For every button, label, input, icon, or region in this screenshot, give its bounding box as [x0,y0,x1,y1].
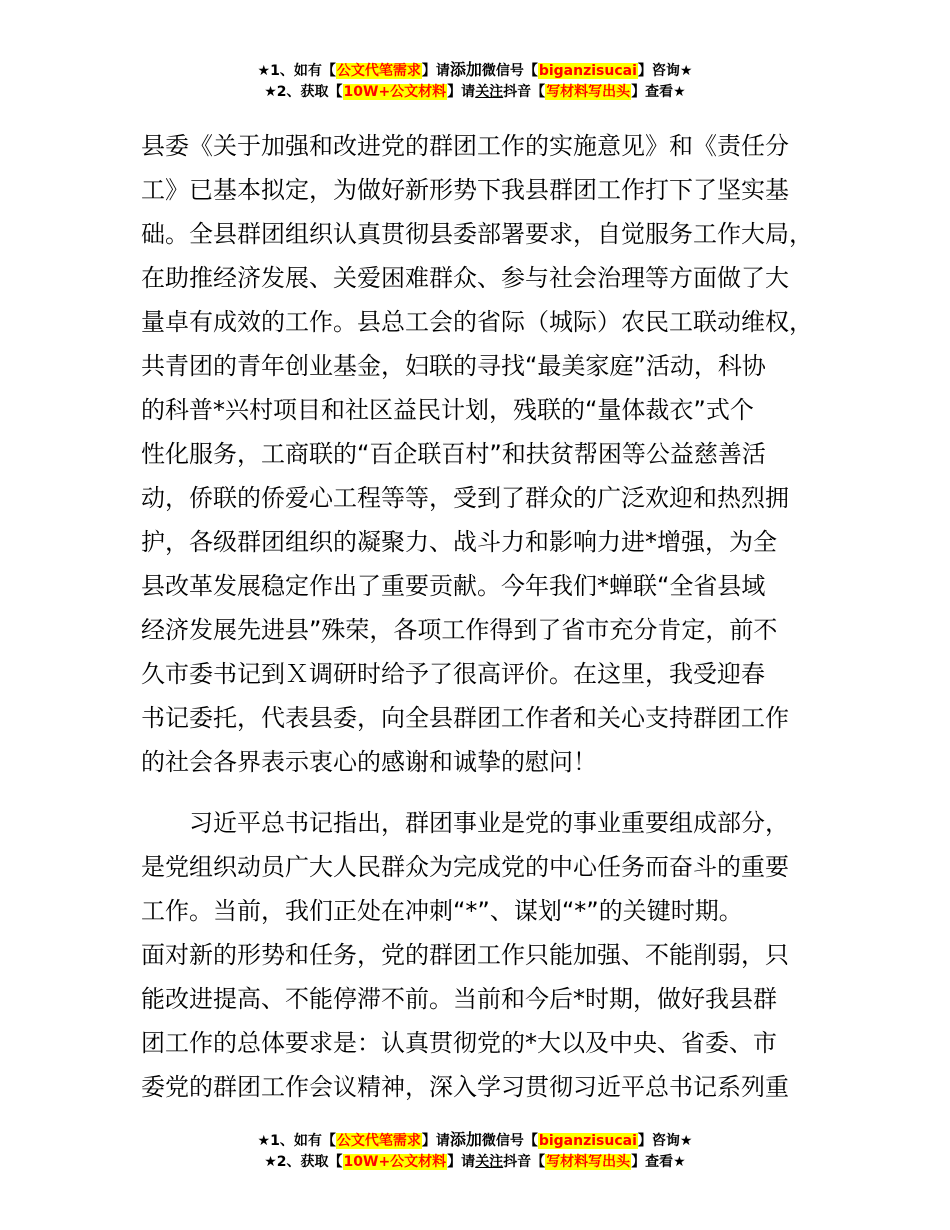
banner-text: 】请 [447,1154,476,1170]
document-body [141,124,841,1109]
banner-text: 抖音【 [503,84,546,100]
banner-text: 】请 [421,63,450,79]
banner-emphasis: 关注 [475,84,504,100]
paragraph-2 [141,801,841,1109]
text-line: 习近平总书记指出，群团事业是党的事业重要组成部分， [189,809,789,837]
footer-banner [0,1129,950,1173]
banner-text: 】请 [447,84,476,100]
banner-text: ★1、如有【 [257,1133,336,1149]
paragraph-spacer [141,784,841,801]
text-line: 面对新的形势和任务，党的群团工作只能加强、不能削弱，只 [141,941,789,969]
banner-emphasis: 添加 [449,60,482,79]
text-line: 工》已基本拟定，为做好新形势下我县群团工作打下了坚实基 [141,176,789,204]
banner-text: 】查看★ [631,1154,686,1170]
banner-highlight-wechat-id: biganzisucai [538,1133,637,1149]
text-line: 工作。当前，我们正处在冲刺“*”、谋划“*”的关键时期。 [141,897,743,925]
banner-text: 微信号【 [481,63,538,79]
text-line: 础。全县群团组织认真贯彻县委部署要求，自觉服务工作大局， [141,220,813,248]
text-line: 委党的群团工作会议精神，深入学习贯彻习近平总书记系列重 [141,1073,789,1101]
banner-line-1 [0,1129,950,1151]
text-line: 是党组织动员广大人民群众为完成党的中心任务而奋斗的重要 [141,853,789,881]
text-line: 团工作的总体要求是：认真贯彻党的*大以及中央、省委、市 [141,1029,777,1057]
text-line: 久市委书记到Ｘ调研时给予了很高评价。在这里，我受迎春 [141,660,765,688]
banner-highlight-materials: 10W+公文材料 [343,1154,447,1170]
banner-text: 】请 [421,1133,450,1149]
banner-highlight-service: 公文代笔需求 [336,1133,421,1149]
header-banner [0,59,950,103]
banner-emphasis: 添加 [449,1130,482,1149]
text-line: 的社会各界表示衷心的感谢和诚挚的慰问！ [141,748,597,776]
text-line: 能改进提高、不能停滞不前。当前和今后*时期，做好我县群 [141,985,777,1013]
text-line: 县委《关于加强和改进党的群团工作的实施意见》和《责任分 [141,132,789,160]
banner-text: ★1、如有【 [257,63,336,79]
banner-text: 抖音【 [503,1154,546,1170]
banner-text: 】查看★ [631,84,686,100]
paragraph-1 [141,124,841,784]
banner-highlight-douyin: 写材料写出头 [546,1154,631,1170]
banner-line-2 [0,81,950,103]
banner-highlight-douyin: 写材料写出头 [546,84,631,100]
text-line: 性化服务，工商联的“百企联百村”和扶贫帮困等公益慈善活 [141,440,766,468]
text-line: 护，各级群团组织的凝聚力、战斗力和影响力进*增强，为全 [141,528,777,556]
banner-line-1 [0,59,950,81]
text-line: 共青团的青年创业基金，妇联的寻找“最美家庭”活动，科协 [141,352,766,380]
banner-emphasis: 关注 [475,1154,504,1170]
banner-text: 微信号【 [481,1133,538,1149]
banner-highlight-wechat-id: biganzisucai [538,63,637,79]
banner-text: 】咨询★ [637,63,693,79]
text-line: 量卓有成效的工作。县总工会的省际（城际）农民工联动维权， [141,308,813,336]
banner-highlight-service: 公文代笔需求 [336,63,421,79]
banner-text: ★2、获取【 [264,1154,343,1170]
text-line: 经济发展先进县”殊荣，各项工作得到了省市充分肯定，前不 [141,616,778,644]
banner-line-2 [0,1151,950,1173]
text-line: 动，侨联的侨爱心工程等等，受到了群众的广泛欢迎和热烈拥 [141,484,789,512]
banner-text: ★2、获取【 [264,84,343,100]
banner-highlight-materials: 10W+公文材料 [343,84,447,100]
text-line: 的科普*兴村项目和社区益民计划，残联的“量体裁衣”式个 [141,396,754,424]
text-line: 在助推经济发展、关爱困难群众、参与社会治理等方面做了大 [141,264,789,292]
text-line: 县改革发展稳定作出了重要贡献。今年我们*蝉联“全省县域 [141,572,766,600]
banner-text: 】咨询★ [637,1133,693,1149]
text-line: 书记委托，代表县委，向全县群团工作者和关心支持群团工作 [141,704,789,732]
